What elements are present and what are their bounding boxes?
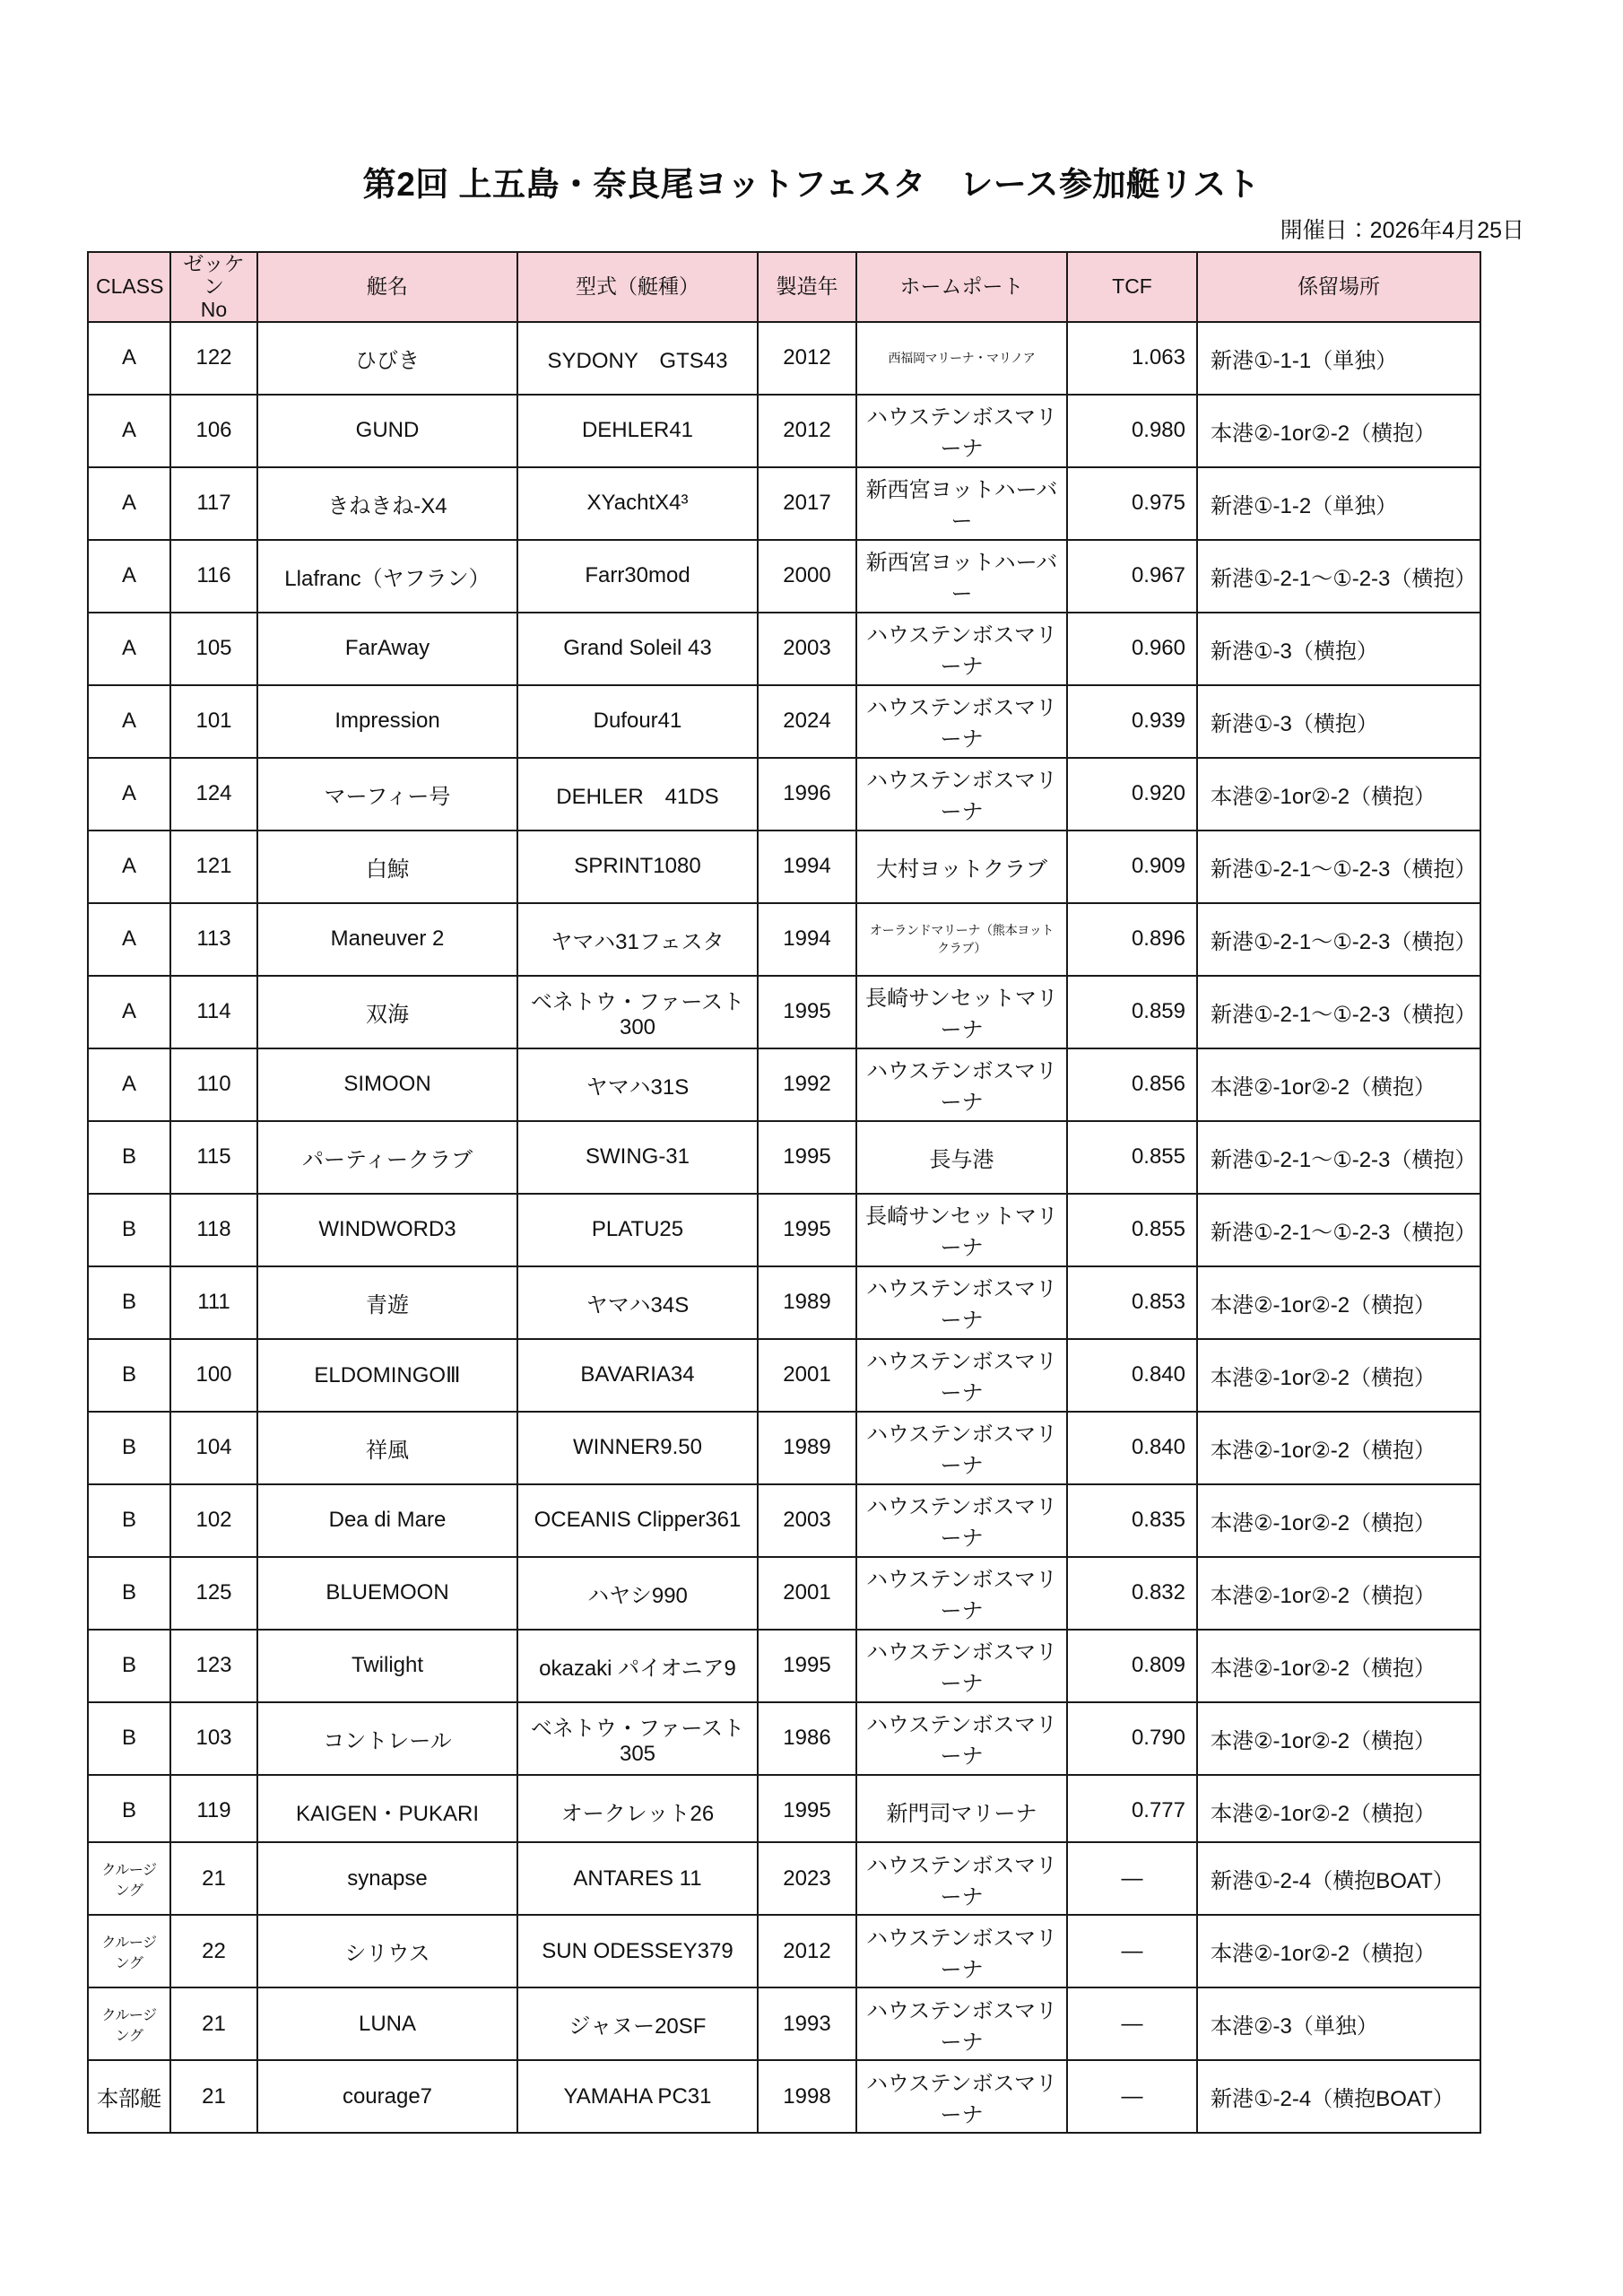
- cell-home-port: ハウステンボスマリーナ: [856, 1266, 1067, 1339]
- cell-boat-name: BLUEMOON: [257, 1557, 517, 1630]
- cell-home-port: 長崎サンセットマリーナ: [856, 1194, 1067, 1266]
- cell-boat-name: LUNA: [257, 1987, 517, 2060]
- table-row: [88, 1048, 1480, 1121]
- cell-class: クルージング: [88, 1987, 170, 2060]
- page-title-wrap: [0, 157, 1623, 205]
- table-row: [88, 613, 1480, 685]
- cell-home-port: 新西宮ヨットハーバー: [856, 467, 1067, 540]
- cell-berth: 新港①-2-1～①-2-3（横抱）: [1197, 1194, 1480, 1266]
- cell-bib-no: 118: [170, 1194, 257, 1266]
- cell-berth: 本港②-1or②-2（横抱）: [1197, 1557, 1480, 1630]
- cell-model: okazaki パイオニア9: [517, 1630, 758, 1702]
- cell-bib-no: 114: [170, 976, 257, 1048]
- cell-tcf: 0.856: [1067, 1048, 1197, 1121]
- cell-class: A: [88, 613, 170, 685]
- cell-berth: 新港①-2-1～①-2-3（横抱）: [1197, 831, 1480, 903]
- cell-boat-name: コントレール: [257, 1702, 517, 1775]
- column-header-berth: 係留場所: [1197, 252, 1480, 322]
- cell-berth: 本港②-3（単独）: [1197, 1987, 1480, 2060]
- cell-year: 2001: [758, 1339, 856, 1412]
- cell-tcf: 0.832: [1067, 1557, 1197, 1630]
- cell-boat-name: Llafranc（ヤフラン）: [257, 540, 517, 613]
- cruising-table-body: [88, 1842, 1480, 2133]
- cell-bib-no: 121: [170, 831, 257, 903]
- cell-class: A: [88, 467, 170, 540]
- cell-tcf: 0.859: [1067, 976, 1197, 1048]
- cell-year: 2000: [758, 540, 856, 613]
- cell-home-port: 長与港: [856, 1121, 1067, 1194]
- cell-boat-name: 祥風: [257, 1412, 517, 1484]
- cell-home-port: 大村ヨットクラブ: [856, 831, 1067, 903]
- cell-model: Dufour41: [517, 685, 758, 758]
- table-row: [88, 831, 1480, 903]
- cell-model: ヤマハ31S: [517, 1048, 758, 1121]
- cell-bib-no: 124: [170, 758, 257, 831]
- page-title: 第2回 上五島・奈良尾ヨットフェスタ レース参加艇リスト: [362, 166, 1261, 203]
- cell-model: DEHLER 41DS: [517, 758, 758, 831]
- cell-berth: 新港①-2-1～①-2-3（横抱）: [1197, 976, 1480, 1048]
- cell-class: A: [88, 758, 170, 831]
- cell-tcf: 1.063: [1067, 322, 1197, 395]
- cell-tcf: 0.967: [1067, 540, 1197, 613]
- cell-bib-no: 100: [170, 1339, 257, 1412]
- cell-class: A: [88, 685, 170, 758]
- cell-boat-name: ELDOMINGOⅢ: [257, 1339, 517, 1412]
- table-row: [88, 1484, 1480, 1557]
- cell-berth: 新港①-3（横抱）: [1197, 613, 1480, 685]
- cell-model: XYachtX4³: [517, 467, 758, 540]
- cell-bib-no: 105: [170, 613, 257, 685]
- table-row: [88, 976, 1480, 1048]
- cell-home-port: ハウステンボスマリーナ: [856, 1048, 1067, 1121]
- column-header-year: 製造年: [758, 252, 856, 322]
- cell-boat-name: WINDWORD3: [257, 1194, 517, 1266]
- cell-boat-name: マーフィー号: [257, 758, 517, 831]
- cell-tcf: —: [1067, 2060, 1197, 2133]
- cell-year: 2023: [758, 1842, 856, 1915]
- cell-class: クルージング: [88, 1915, 170, 1987]
- cell-berth: 本港②-1or②-2（横抱）: [1197, 1412, 1480, 1484]
- cell-year: 1995: [758, 1121, 856, 1194]
- table-row: [88, 1775, 1480, 1848]
- cell-home-port: ハウステンボスマリーナ: [856, 1702, 1067, 1775]
- cell-boat-name: シリウス: [257, 1915, 517, 1987]
- cell-tcf: 0.809: [1067, 1630, 1197, 1702]
- cell-tcf: 0.790: [1067, 1702, 1197, 1775]
- cell-berth: 本港②-1or②-2（横抱）: [1197, 1484, 1480, 1557]
- cell-tcf: 0.853: [1067, 1266, 1197, 1339]
- cell-year: 1995: [758, 1630, 856, 1702]
- cell-year: 1989: [758, 1412, 856, 1484]
- cell-home-port: 西福岡マリーナ・マリノア: [856, 322, 1067, 395]
- cell-boat-name: Dea di Mare: [257, 1484, 517, 1557]
- cell-berth: 本港②-1or②-2（横抱）: [1197, 758, 1480, 831]
- cell-tcf: 0.975: [1067, 467, 1197, 540]
- cell-home-port: オーランドマリーナ（熊本ヨットクラブ）: [856, 903, 1067, 976]
- cell-year: 2012: [758, 395, 856, 467]
- cell-berth: 本港②-1or②-2（横抱）: [1197, 395, 1480, 467]
- cell-home-port: ハウステンボスマリーナ: [856, 613, 1067, 685]
- cell-boat-name: パーティークラブ: [257, 1121, 517, 1194]
- cell-model: オークレット26: [517, 1775, 758, 1848]
- cell-bib-no: 21: [170, 1842, 257, 1915]
- cell-home-port: ハウステンボスマリーナ: [856, 2060, 1067, 2133]
- column-header-class: CLASS: [88, 252, 170, 322]
- cell-year: 1995: [758, 1775, 856, 1848]
- cell-boat-name: Impression: [257, 685, 517, 758]
- cell-bib-no: 110: [170, 1048, 257, 1121]
- cell-tcf: 0.980: [1067, 395, 1197, 467]
- table-row: [88, 2060, 1480, 2133]
- cell-model: SWING-31: [517, 1121, 758, 1194]
- cell-boat-name: courage7: [257, 2060, 517, 2133]
- cell-berth: 新港①-2-1～①-2-3（横抱）: [1197, 540, 1480, 613]
- cell-year: 1995: [758, 1194, 856, 1266]
- table-row: [88, 1987, 1480, 2060]
- table-header: [88, 252, 1480, 322]
- cell-bib-no: 22: [170, 1915, 257, 1987]
- table-row: [88, 1339, 1480, 1412]
- cell-year: 2012: [758, 1915, 856, 1987]
- table-row: [88, 322, 1480, 395]
- cell-berth: 本港②-1or②-2（横抱）: [1197, 1915, 1480, 1987]
- cell-boat-name: ひびき: [257, 322, 517, 395]
- cell-model: PLATU25: [517, 1194, 758, 1266]
- table-row: [88, 1630, 1480, 1702]
- cell-home-port: ハウステンボスマリーナ: [856, 685, 1067, 758]
- cell-berth: 本港②-1or②-2（横抱）: [1197, 1702, 1480, 1775]
- cell-home-port: ハウステンボスマリーナ: [856, 1484, 1067, 1557]
- cell-boat-name: KAIGEN・PUKARI: [257, 1775, 517, 1848]
- cell-berth: 本港②-1or②-2（横抱）: [1197, 1630, 1480, 1702]
- cell-bib-no: 104: [170, 1412, 257, 1484]
- cell-tcf: —: [1067, 1842, 1197, 1915]
- cell-model: OCEANIS Clipper361: [517, 1484, 758, 1557]
- cell-tcf: 0.840: [1067, 1412, 1197, 1484]
- cell-class: B: [88, 1775, 170, 1848]
- column-header-bib-no: [170, 252, 257, 322]
- cell-bib-no: 115: [170, 1121, 257, 1194]
- cell-berth: 新港①-1-2（単独）: [1197, 467, 1480, 540]
- table-row: [88, 903, 1480, 976]
- cruising-entry-table: [87, 1841, 1481, 2134]
- cell-model: ベネトウ・ファースト300: [517, 976, 758, 1048]
- cell-class: 本部艇: [88, 2060, 170, 2133]
- cell-class: A: [88, 976, 170, 1048]
- cell-year: 1994: [758, 903, 856, 976]
- cell-boat-name: GUND: [257, 395, 517, 467]
- cell-bib-no: 123: [170, 1630, 257, 1702]
- cell-berth: 本港②-1or②-2（横抱）: [1197, 1048, 1480, 1121]
- cell-class: B: [88, 1484, 170, 1557]
- cell-class: A: [88, 322, 170, 395]
- table-row: [88, 1194, 1480, 1266]
- cell-bib-no: 21: [170, 2060, 257, 2133]
- cell-home-port: ハウステンボスマリーナ: [856, 1412, 1067, 1484]
- cell-berth: 新港①-2-1～①-2-3（横抱）: [1197, 1121, 1480, 1194]
- cell-class: B: [88, 1630, 170, 1702]
- cell-tcf: 0.855: [1067, 1194, 1197, 1266]
- cell-year: 2012: [758, 322, 856, 395]
- cell-tcf: 0.840: [1067, 1339, 1197, 1412]
- cell-class: B: [88, 1121, 170, 1194]
- cell-model: Farr30mod: [517, 540, 758, 613]
- cell-model: ヤマハ31フェスタ: [517, 903, 758, 976]
- cell-tcf: —: [1067, 1987, 1197, 2060]
- cell-year: 2017: [758, 467, 856, 540]
- table-body: [88, 322, 1480, 1848]
- cell-berth: 新港①-2-1～①-2-3（横抱）: [1197, 903, 1480, 976]
- cell-class: B: [88, 1557, 170, 1630]
- cell-bib-no: 122: [170, 322, 257, 395]
- cell-bib-no: 119: [170, 1775, 257, 1848]
- cell-home-port: 新門司マリーナ: [856, 1775, 1067, 1848]
- cell-year: 1992: [758, 1048, 856, 1121]
- cell-model: BAVARIA34: [517, 1339, 758, 1412]
- cell-model: Grand Soleil 43: [517, 613, 758, 685]
- cell-bib-no: 106: [170, 395, 257, 467]
- cell-tcf: 0.855: [1067, 1121, 1197, 1194]
- cell-berth: 新港①-2-4（横抱BOAT）: [1197, 2060, 1480, 2133]
- event-date: 開催日：2026年4月25日: [1280, 218, 1524, 243]
- cell-boat-name: 青遊: [257, 1266, 517, 1339]
- cell-bib-no: 113: [170, 903, 257, 976]
- cell-boat-name: Twilight: [257, 1630, 517, 1702]
- cell-model: WINNER9.50: [517, 1412, 758, 1484]
- cell-model: ベネトウ・ファースト305: [517, 1702, 758, 1775]
- cell-home-port: 長崎サンセットマリーナ: [856, 976, 1067, 1048]
- table-row: [88, 467, 1480, 540]
- cell-tcf: 0.960: [1067, 613, 1197, 685]
- cell-model: ジャヌー20SF: [517, 1987, 758, 2060]
- cell-home-port: ハウステンボスマリーナ: [856, 1630, 1067, 1702]
- cell-bib-no: 116: [170, 540, 257, 613]
- cell-class: B: [88, 1194, 170, 1266]
- cell-home-port: ハウステンボスマリーナ: [856, 1987, 1067, 2060]
- cell-home-port: ハウステンボスマリーナ: [856, 1339, 1067, 1412]
- cell-berth: 新港①-1-1（単独）: [1197, 322, 1480, 395]
- column-header-tcf: TCF: [1067, 252, 1197, 322]
- cell-berth: 本港②-1or②-2（横抱）: [1197, 1266, 1480, 1339]
- event-date-wrap: [0, 213, 1524, 245]
- cell-year: 1996: [758, 758, 856, 831]
- cell-tcf: 0.909: [1067, 831, 1197, 903]
- cell-bib-no: 101: [170, 685, 257, 758]
- cell-year: 1994: [758, 831, 856, 903]
- table-row: [88, 685, 1480, 758]
- cell-class: A: [88, 1048, 170, 1121]
- cell-year: 1995: [758, 976, 856, 1048]
- cell-class: A: [88, 903, 170, 976]
- cell-boat-name: きねきね-X4: [257, 467, 517, 540]
- cell-model: SPRINT1080: [517, 831, 758, 903]
- cell-class: クルージング: [88, 1842, 170, 1915]
- cell-year: 1993: [758, 1987, 856, 2060]
- table-row: [88, 540, 1480, 613]
- table-row: [88, 395, 1480, 467]
- cell-class: A: [88, 831, 170, 903]
- column-header-bib-no-line1: ゼッケン: [183, 252, 245, 299]
- cell-boat-name: 双海: [257, 976, 517, 1048]
- column-header-boat-name: 艇名: [257, 252, 517, 322]
- cell-home-port: ハウステンボスマリーナ: [856, 1915, 1067, 1987]
- table-row: [88, 1121, 1480, 1194]
- cell-boat-name: 白鯨: [257, 831, 517, 903]
- table-row: [88, 758, 1480, 831]
- cell-model: ANTARES 11: [517, 1842, 758, 1915]
- cell-year: 2003: [758, 1484, 856, 1557]
- column-header-bib-no-line2: No: [200, 297, 228, 321]
- cell-class: A: [88, 540, 170, 613]
- cell-bib-no: 21: [170, 1987, 257, 2060]
- cell-year: 1989: [758, 1266, 856, 1339]
- cell-bib-no: 111: [170, 1266, 257, 1339]
- cell-home-port: ハウステンボスマリーナ: [856, 1557, 1067, 1630]
- cell-tcf: 0.835: [1067, 1484, 1197, 1557]
- cell-model: YAMAHA PC31: [517, 2060, 758, 2133]
- cell-year: 1986: [758, 1702, 856, 1775]
- cell-berth: 本港②-1or②-2（横抱）: [1197, 1775, 1480, 1848]
- cell-year: 1998: [758, 2060, 856, 2133]
- cell-boat-name: FarAway: [257, 613, 517, 685]
- cell-class: B: [88, 1266, 170, 1339]
- cell-bib-no: 117: [170, 467, 257, 540]
- table-row: [88, 1266, 1480, 1339]
- cell-year: 2001: [758, 1557, 856, 1630]
- cell-model: SUN ODESSEY379: [517, 1915, 758, 1987]
- cell-model: SYDONY GTS43: [517, 322, 758, 395]
- column-header-home-port: ホームポート: [856, 252, 1067, 322]
- table-row: [88, 1412, 1480, 1484]
- cell-home-port: ハウステンボスマリーナ: [856, 1842, 1067, 1915]
- cell-tcf: 0.896: [1067, 903, 1197, 976]
- cell-model: DEHLER41: [517, 395, 758, 467]
- table-row: [88, 1915, 1480, 1987]
- column-header-model: 型式（艇種）: [517, 252, 758, 322]
- cell-home-port: ハウステンボスマリーナ: [856, 758, 1067, 831]
- cell-year: 2003: [758, 613, 856, 685]
- cell-class: A: [88, 395, 170, 467]
- cell-bib-no: 125: [170, 1557, 257, 1630]
- cell-home-port: 新西宮ヨットハーバー: [856, 540, 1067, 613]
- cell-berth: 本港②-1or②-2（横抱）: [1197, 1339, 1480, 1412]
- cell-tcf: —: [1067, 1915, 1197, 1987]
- cell-berth: 新港①-3（横抱）: [1197, 685, 1480, 758]
- cell-boat-name: SIMOON: [257, 1048, 517, 1121]
- table-header-row: [88, 252, 1480, 322]
- cell-class: B: [88, 1339, 170, 1412]
- cell-bib-no: 103: [170, 1702, 257, 1775]
- cell-model: ハヤシ990: [517, 1557, 758, 1630]
- table-row: [88, 1557, 1480, 1630]
- cell-tcf: 0.939: [1067, 685, 1197, 758]
- cell-home-port: ハウステンボスマリーナ: [856, 395, 1067, 467]
- cell-bib-no: 102: [170, 1484, 257, 1557]
- cell-tcf: 0.920: [1067, 758, 1197, 831]
- race-entry-table: [87, 251, 1481, 1848]
- cell-class: B: [88, 1412, 170, 1484]
- cell-boat-name: synapse: [257, 1842, 517, 1915]
- cell-berth: 新港①-2-4（横抱BOAT）: [1197, 1842, 1480, 1915]
- cell-tcf: 0.777: [1067, 1775, 1197, 1848]
- cell-year: 2024: [758, 685, 856, 758]
- table-row: [88, 1842, 1480, 1915]
- cell-boat-name: Maneuver 2: [257, 903, 517, 976]
- cell-class: B: [88, 1702, 170, 1775]
- table-row: [88, 1702, 1480, 1775]
- cell-model: ヤマハ34S: [517, 1266, 758, 1339]
